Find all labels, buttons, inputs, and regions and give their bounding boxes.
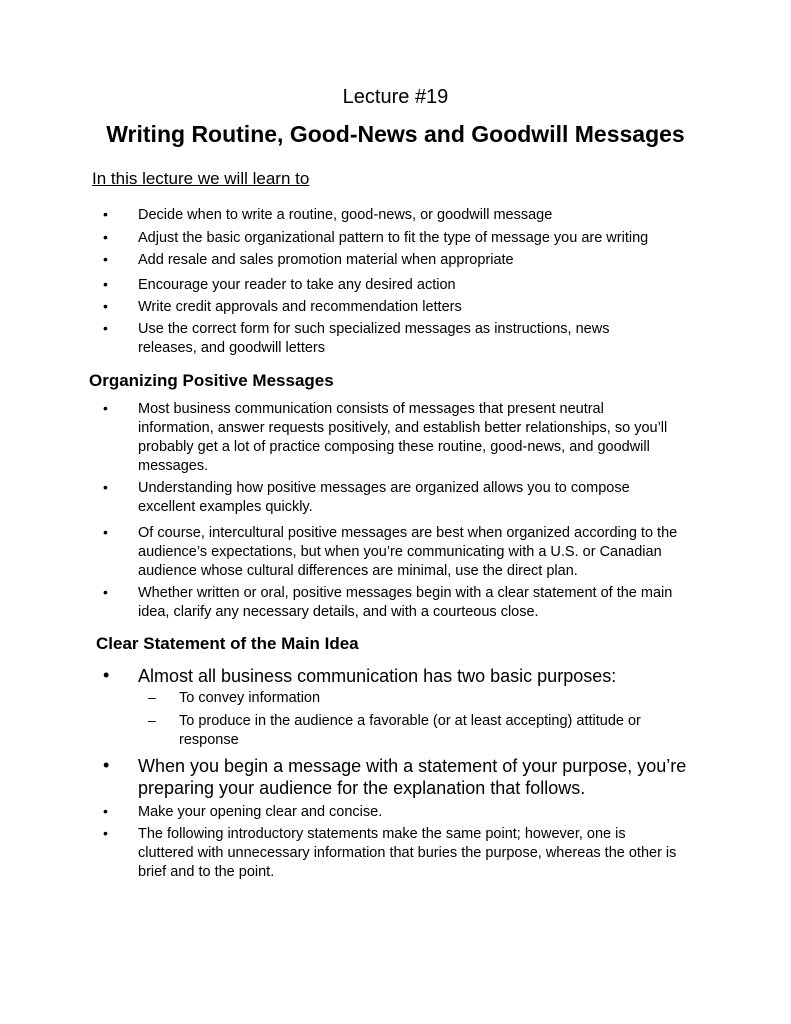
- dash-icon: –: [148, 712, 156, 728]
- bullet-icon: •: [103, 825, 108, 841]
- bullet-icon: •: [103, 755, 110, 775]
- section-heading: Clear Statement of the Main Idea: [96, 634, 359, 653]
- section-bullet: Of course, intercultural positive messages are best when organized according to the audience’s expectations, but when you’re communicating with a U.S. or Canadian audience whose cultural differences are minimal, use the direct plan.: [138, 525, 678, 579]
- bullet-icon: •: [103, 479, 108, 495]
- objective-item: Use the correct form for such specialized messages as instructions, news releases, and goodwill letters: [138, 321, 610, 356]
- bullet-icon: •: [103, 229, 108, 245]
- section-bullet: Make your opening clear and concise.: [138, 804, 383, 820]
- bullet-icon: •: [103, 251, 108, 267]
- large-bullet: When you begin a message with a statement of your purpose, you’re preparing your audience for the explanation that follows.: [138, 756, 687, 798]
- bullet-icon: •: [103, 298, 108, 314]
- bullet-icon: •: [103, 276, 108, 292]
- section-heading: Organizing Positive Messages: [89, 371, 334, 390]
- bullet-icon: •: [103, 524, 108, 540]
- page-title: Writing Routine, Good-News and Goodwill Messages: [106, 121, 685, 147]
- bullet-icon: •: [103, 665, 110, 685]
- lecture-number: Lecture #19: [342, 86, 449, 108]
- bullet-icon: •: [103, 400, 108, 416]
- objective-item: Write credit approvals and recommendation letters: [138, 299, 462, 315]
- section-bullet: Understanding how positive messages are organized allows you to compose excellent examples quickly.: [138, 480, 630, 515]
- section-bullet: Most business communication consists of messages that present neutral information, answer requests positively, and establish better relationships, so you’ll probably get a lot of practice composing these routine, good-news, and goodwill messages.: [138, 401, 668, 474]
- objective-item: Decide when to write a routine, good-news, or goodwill message: [138, 207, 553, 223]
- bullet-icon: •: [103, 803, 108, 819]
- sub-bullet: To convey information: [179, 690, 321, 706]
- bullet-icon: •: [103, 206, 108, 222]
- dash-icon: –: [148, 689, 156, 705]
- intro-heading: In this lecture we will learn to: [92, 169, 310, 188]
- objective-item: Adjust the basic organizational pattern to fit the type of message you are writing: [138, 230, 649, 246]
- bullet-icon: •: [103, 584, 108, 600]
- bullet-icon: •: [103, 320, 108, 336]
- objective-item: Add resale and sales promotion material when appropriate: [138, 252, 514, 268]
- objective-item: Encourage your reader to take any desired action: [138, 277, 456, 293]
- sub-bullet: To produce in the audience a favorable (or at least accepting) attitude or response: [179, 713, 641, 748]
- large-bullet: Almost all business communication has two basic purposes:: [138, 666, 617, 686]
- section-bullet: The following introductory statements make the same point; however, one is cluttered with unnecessary information that buries the purpose, whereas the other is brief and to the point.: [138, 826, 677, 880]
- section-bullet: Whether written or oral, positive messages begin with a clear statement of the main idea, clarify any necessary details, and with a courteous close.: [138, 585, 673, 620]
